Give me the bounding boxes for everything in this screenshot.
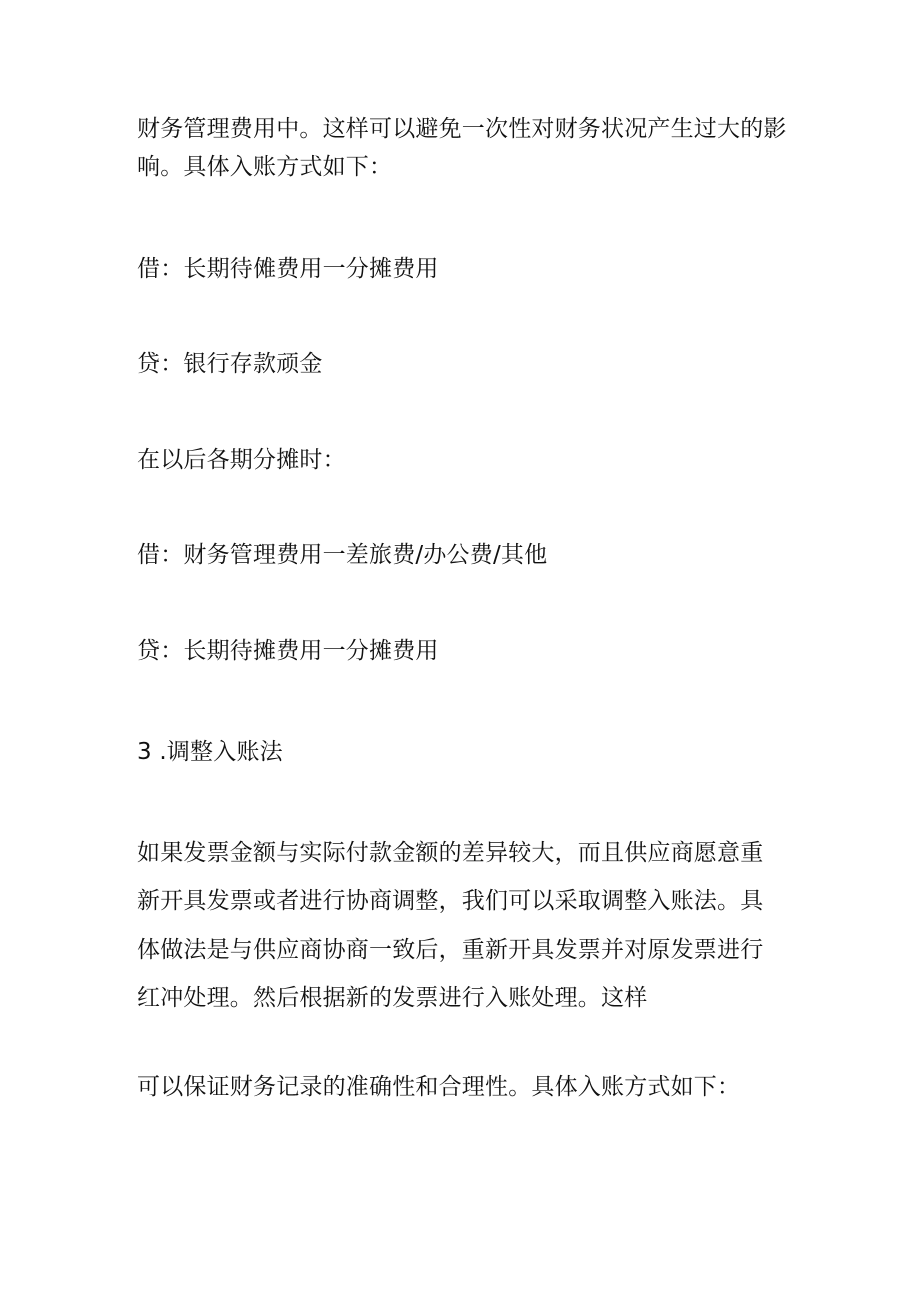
entry2-credit: 贷：长期待摊费用一分摊费用 (137, 638, 439, 664)
adjust-line-4: 红冲处理。然后根据新的发票进行入账处理。这样 (137, 985, 648, 1011)
adjust-line-2: 新开具发票或者进行协商调整，我们可以采取调整入账法。具 (137, 888, 764, 914)
entry2-debit: 借：财务管理费用一差旅费/办公费/其他 (137, 542, 548, 568)
adjust-line-3: 体做法是与供应商协商一致后，重新开具发票并对原发票进行 (137, 937, 764, 963)
adjust-line-1: 如果发票金额与实际付款金额的差异较大，而且供应商愿意重 (137, 840, 764, 866)
entry1-credit: 贷：银行存款顽金 (137, 351, 323, 377)
entry1-debit: 借：长期待傩费用一分摊费用 (137, 256, 439, 282)
section-heading: 3 .调整入账法 (137, 739, 283, 765)
intro-line-2: 响。具体入账方式如下： (137, 154, 393, 180)
final-paragraph: 可以保证财务记录的准确性和合理性。具体入账方式如下： (137, 1074, 741, 1100)
intro-line-1: 财务管理费用中。这样可以避免一次性对财务状况产生过大的影 (137, 116, 787, 142)
later-periods-text: 在以后各期分摊时： (137, 447, 346, 473)
